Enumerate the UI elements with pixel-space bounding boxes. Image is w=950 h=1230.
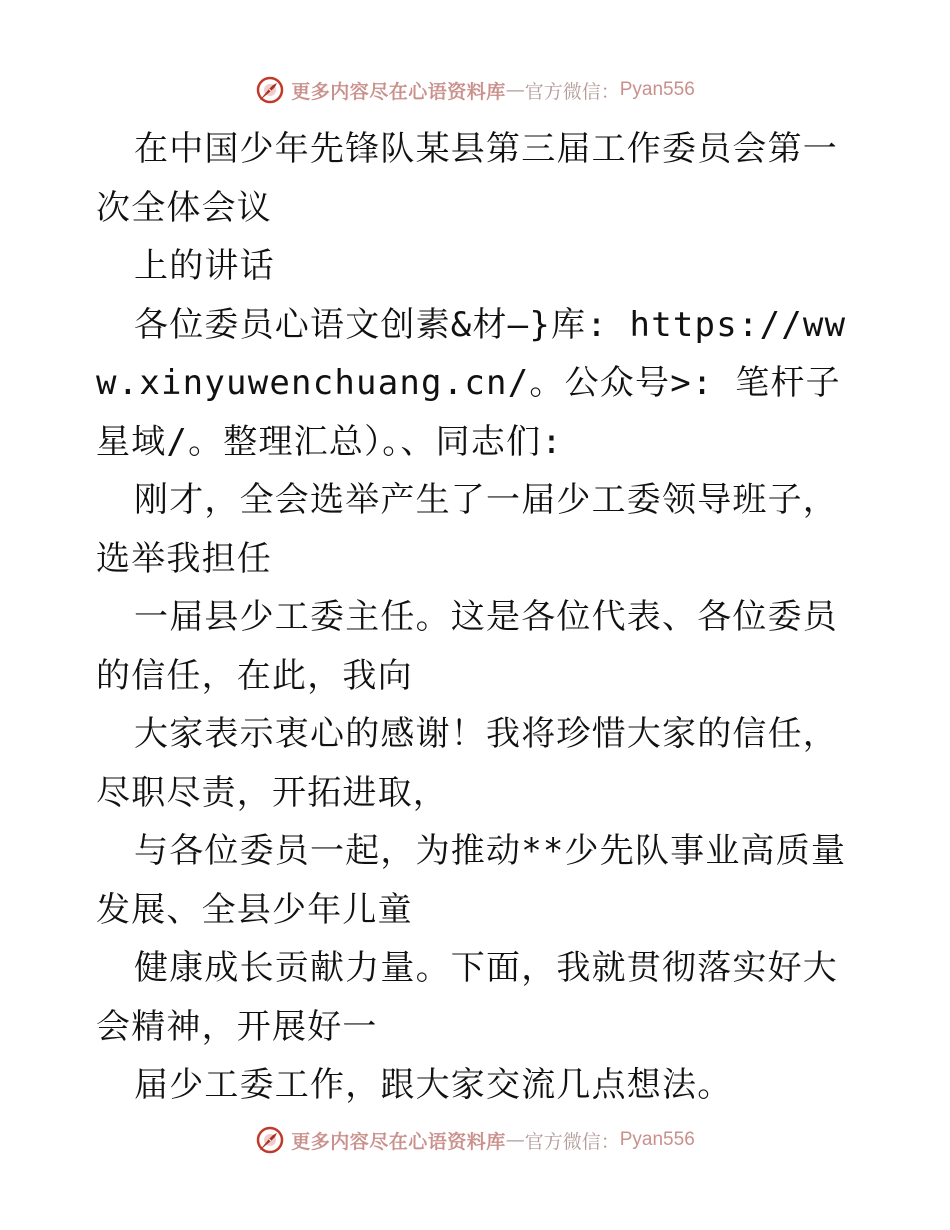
header-watermark-banner: [0, 70, 950, 110]
footer-banner-dash: —: [505, 1129, 525, 1151]
paragraph: 大家表示衷心的感谢！我将珍惜大家的信任，尽职尽责，开拓进取，: [96, 714, 838, 813]
header-banner-official: 官方微信：: [524, 80, 620, 103]
paragraph-title: 在中国少年先锋队某县第三届工作委员会第一次全体会议: [96, 129, 838, 228]
paragraph: 与各位委员一起，为推动**少先队事业高质量发展、全县少年儿童: [96, 831, 847, 930]
paragraph: 刚才，全会选举产生了一届少工委领导班子，选举我担任: [96, 480, 838, 579]
footer-watermark-banner: [0, 1120, 950, 1160]
header-banner-text: 更多内容尽在心语资料库: [291, 80, 506, 103]
paragraph: 健康成长贡献力量。下面，我就贯彻落实好大会精神，开展好一: [96, 948, 838, 1047]
pen-logo-icon: [255, 75, 285, 105]
footer-banner-wechat-id: Pyan556: [619, 1129, 695, 1150]
header-banner-wechat-id: Pyan556: [619, 79, 695, 100]
pen-logo-icon: [255, 1125, 285, 1155]
paragraph: 一届县少工委主任。这是各位代表、各位委员的信任，在此，我向: [96, 597, 838, 696]
paragraph-subtitle: 上的讲话: [134, 246, 275, 286]
footer-banner-official: 官方微信：: [524, 1130, 620, 1153]
paragraph-greeting: 各位委员心语文创素&材—}库: https://www.xinyuwenchuang.cn/。公众号>: 笔杆子星域/。整理汇总）。、同志们:: [96, 304, 847, 462]
footer-banner-text: 更多内容尽在心语资料库: [291, 1130, 506, 1153]
speech-body: [96, 120, 856, 1115]
header-banner-dash: —: [505, 79, 525, 101]
paragraph: 届少工委工作，跟大家交流几点想法。: [134, 1065, 733, 1105]
